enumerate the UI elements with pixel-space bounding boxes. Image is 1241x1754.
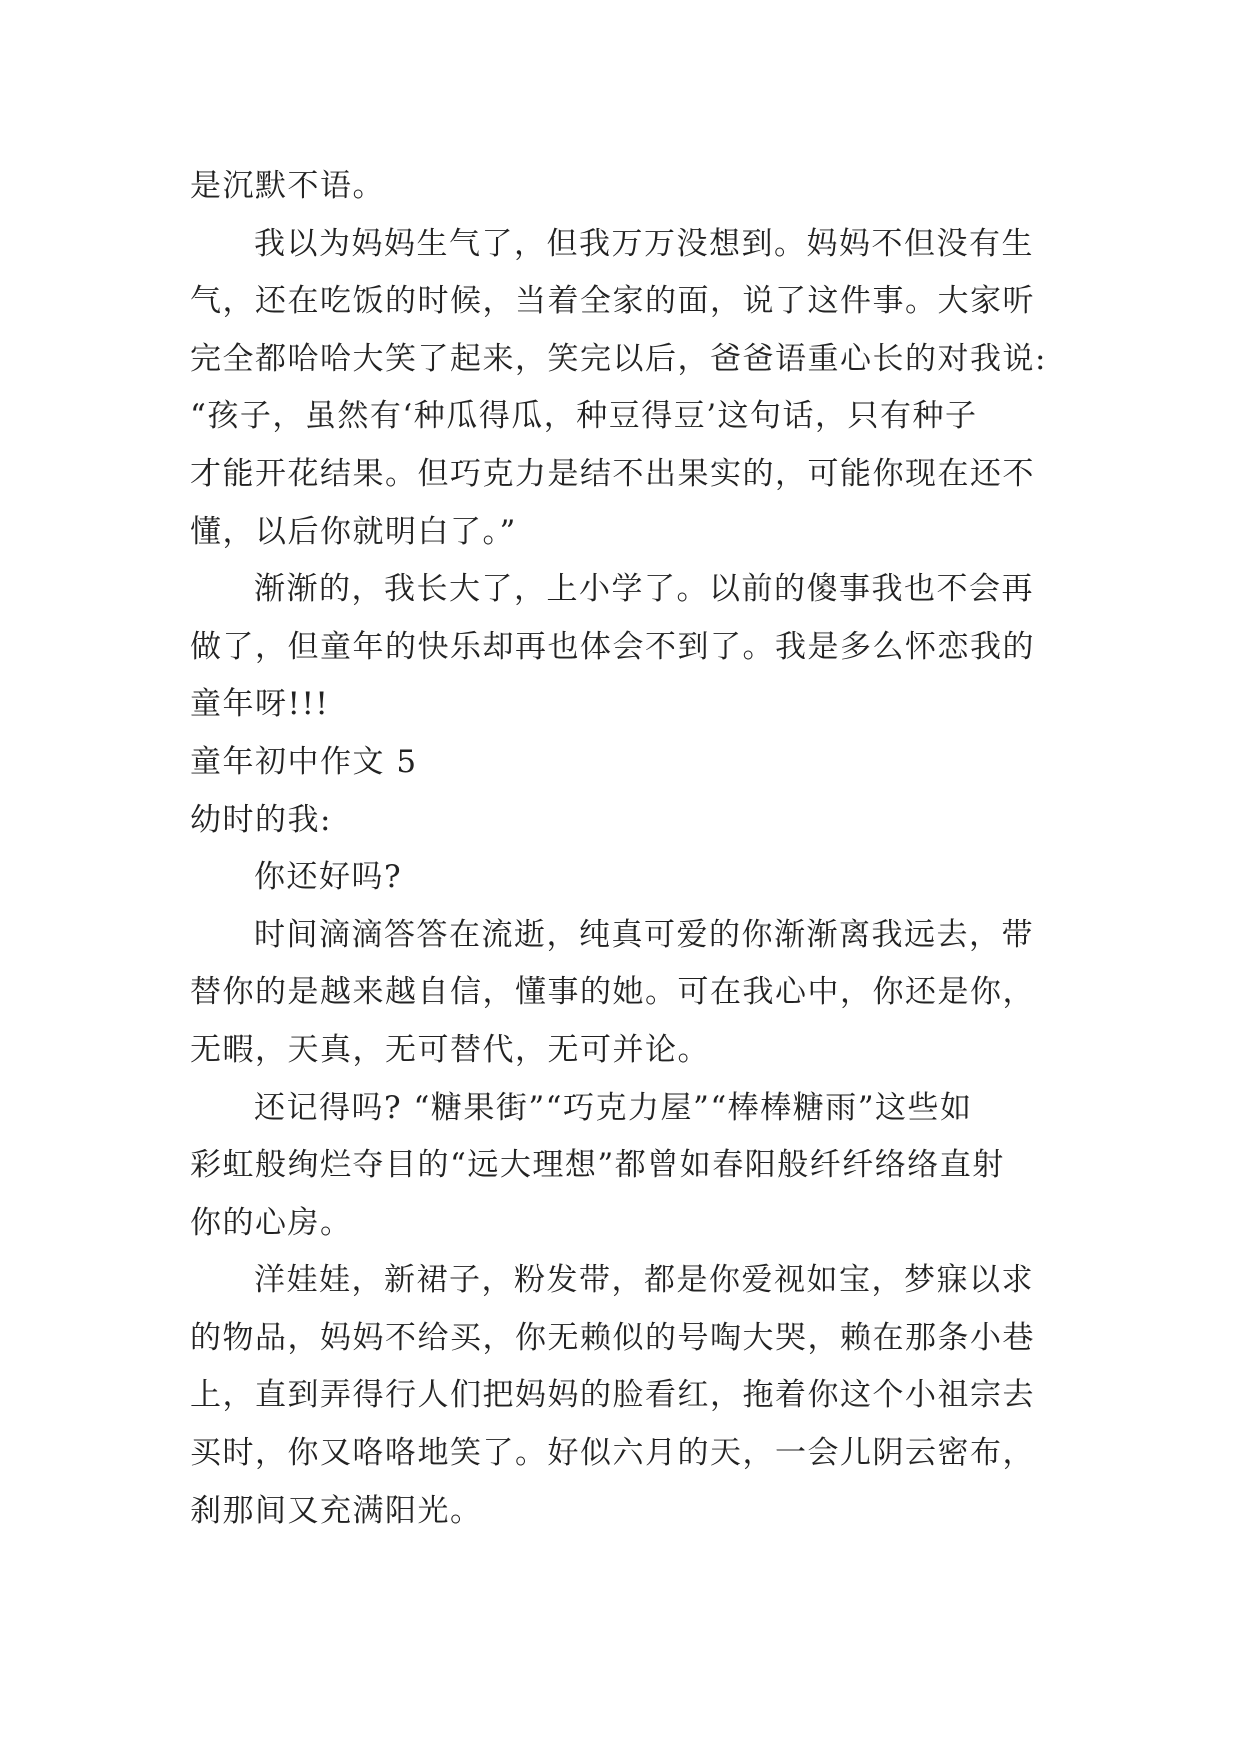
letter-salutation: 幼时的我:: [190, 801, 332, 838]
document-body: [190, 158, 1060, 1540]
text-line: “孩子，虽然有‘种瓜得瓜，种豆得豆’这句话，只有种子: [190, 398, 978, 435]
text-line: 是沉默不语。: [190, 168, 385, 204]
text-line: 彩虹般绚烂夺目的“远大理想”都曾如春阳般纤纤络络直射: [190, 1147, 1005, 1184]
text-line: 还记得吗? “糖果街”“巧克力屋”“棒棒糖雨”这些如: [254, 1089, 973, 1126]
text-line: 我以为妈妈生气了，但我万万没想到。妈妈不但没有生: [254, 225, 1034, 262]
text-line: 童年呀!!!: [190, 686, 330, 723]
text-line: 买时，你又咯咯地笑了。好似六月的天，一会儿阴云密布，: [190, 1435, 1035, 1472]
text-line: 渐渐的，我长大了，上小学了。以前的傻事我也不会再: [254, 571, 1034, 608]
text-line: 气，还在吃饭的时候，当着全家的面，说了这件事。大家听: [190, 283, 1035, 320]
section-heading: 童年初中作文 5: [190, 743, 418, 780]
text-line: 做了，但童年的快乐却再也体会不到了。我是多么怀恋我的: [190, 628, 1035, 665]
text-line: 时间滴滴答答在流逝，纯真可爱的你渐渐离我远去，带: [254, 916, 1034, 953]
text-line: 你还好吗?: [254, 859, 403, 896]
text-line: 完全都哈哈大笑了起来，笑完以后，爸爸语重心长的对我说:: [190, 340, 1047, 377]
text-line: 的物品，妈妈不给买，你无赖似的号啕大哭，赖在那条小巷: [190, 1319, 1035, 1356]
text-line: 替你的是越来越自信，懂事的她。可在我心中，你还是你，: [190, 974, 1035, 1011]
text-line: 无暇，天真，无可替代，无可并论。: [190, 1031, 710, 1068]
text-line: 刹那间又充满阳光。: [190, 1492, 483, 1529]
text-line: 你的心房。: [190, 1204, 353, 1241]
text-line: 懂，以后你就明白了。”: [190, 513, 517, 550]
text-line: 上，直到弄得行人们把妈妈的脸看红，拖着你这个小祖宗去: [190, 1377, 1035, 1414]
text-line: 洋娃娃，新裙子，粉发带，都是你爱视如宝，梦寐以求: [254, 1262, 1034, 1299]
text-line: 才能开花结果。但巧克力是结不出果实的，可能你现在还不: [190, 455, 1035, 492]
